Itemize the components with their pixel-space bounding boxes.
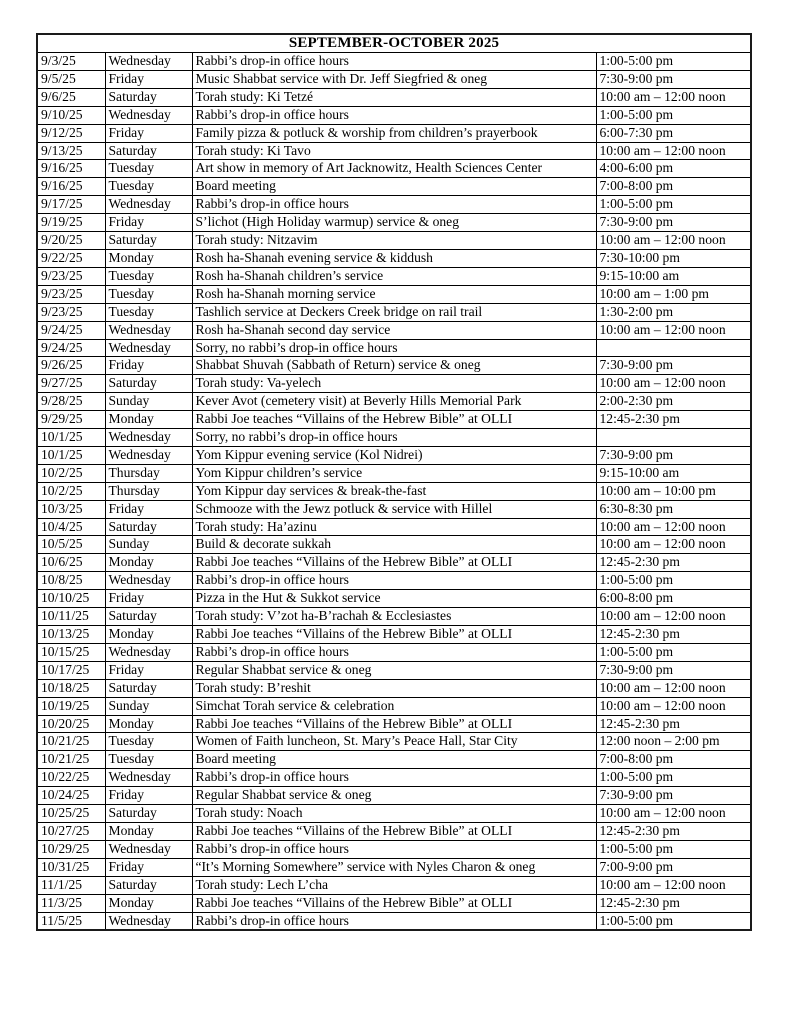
- day-cell: Wednesday: [105, 339, 192, 357]
- day-cell: Monday: [105, 249, 192, 267]
- date-cell: 9/29/25: [37, 411, 105, 429]
- table-row: [37, 805, 751, 823]
- date-cell: 9/22/25: [37, 249, 105, 267]
- table-row: [37, 70, 751, 88]
- event-cell: Yom Kippur children’s service: [192, 464, 596, 482]
- table-row: [37, 214, 751, 232]
- day-cell: Wednesday: [105, 572, 192, 590]
- date-cell: 11/5/25: [37, 912, 105, 930]
- day-cell: Saturday: [105, 679, 192, 697]
- time-cell: 12:45-2:30 pm: [596, 626, 751, 644]
- table-row: [37, 912, 751, 930]
- date-cell: 10/2/25: [37, 464, 105, 482]
- time-cell: [596, 429, 751, 447]
- event-cell: Torah study: Lech L’cha: [192, 876, 596, 894]
- day-cell: Monday: [105, 715, 192, 733]
- time-cell: 10:00 am – 10:00 pm: [596, 482, 751, 500]
- time-cell: 1:00-5:00 pm: [596, 912, 751, 930]
- time-cell: 10:00 am – 12:00 noon: [596, 536, 751, 554]
- event-cell: Rabbi’s drop-in office hours: [192, 769, 596, 787]
- day-cell: Saturday: [105, 375, 192, 393]
- day-cell: Tuesday: [105, 178, 192, 196]
- time-cell: 1:00-5:00 pm: [596, 53, 751, 71]
- date-cell: 9/23/25: [37, 303, 105, 321]
- time-cell: 1:30-2:00 pm: [596, 303, 751, 321]
- time-cell: 12:00 noon – 2:00 pm: [596, 733, 751, 751]
- date-cell: 9/24/25: [37, 321, 105, 339]
- time-cell: 10:00 am – 12:00 noon: [596, 679, 751, 697]
- time-cell: 7:30-10:00 pm: [596, 249, 751, 267]
- day-cell: Tuesday: [105, 733, 192, 751]
- date-cell: 10/29/25: [37, 840, 105, 858]
- date-cell: 10/8/25: [37, 572, 105, 590]
- table-row: [37, 393, 751, 411]
- day-cell: Tuesday: [105, 303, 192, 321]
- table-row: [37, 339, 751, 357]
- table-row: [37, 375, 751, 393]
- day-cell: Wednesday: [105, 321, 192, 339]
- time-cell: 10:00 am – 12:00 noon: [596, 232, 751, 250]
- time-cell: 1:00-5:00 pm: [596, 643, 751, 661]
- day-cell: Thursday: [105, 482, 192, 500]
- event-cell: Rabbi’s drop-in office hours: [192, 196, 596, 214]
- date-cell: 10/15/25: [37, 643, 105, 661]
- time-cell: 7:30-9:00 pm: [596, 787, 751, 805]
- time-cell: 7:00-8:00 pm: [596, 751, 751, 769]
- table-row: [37, 482, 751, 500]
- table-row: [37, 715, 751, 733]
- event-cell: Rabbi’s drop-in office hours: [192, 106, 596, 124]
- date-cell: 9/13/25: [37, 142, 105, 160]
- day-cell: Friday: [105, 787, 192, 805]
- day-cell: Monday: [105, 411, 192, 429]
- table-row: [37, 858, 751, 876]
- event-cell: Rosh ha-Shanah evening service & kiddush: [192, 249, 596, 267]
- table-row: [37, 554, 751, 572]
- day-cell: Wednesday: [105, 196, 192, 214]
- table-row: [37, 697, 751, 715]
- time-cell: [596, 339, 751, 357]
- event-cell: Simchat Torah service & celebration: [192, 697, 596, 715]
- event-cell: Rabbi’s drop-in office hours: [192, 572, 596, 590]
- table-row: [37, 787, 751, 805]
- event-cell: Torah study: Nitzavim: [192, 232, 596, 250]
- day-cell: Monday: [105, 822, 192, 840]
- day-cell: Friday: [105, 124, 192, 142]
- date-cell: 10/5/25: [37, 536, 105, 554]
- table-row: [37, 840, 751, 858]
- time-cell: 10:00 am – 1:00 pm: [596, 285, 751, 303]
- event-cell: Torah study: Ki Tavo: [192, 142, 596, 160]
- event-cell: Regular Shabbat service & oneg: [192, 661, 596, 679]
- date-cell: 9/16/25: [37, 178, 105, 196]
- table-row: [37, 769, 751, 787]
- date-cell: 9/5/25: [37, 70, 105, 88]
- day-cell: Friday: [105, 357, 192, 375]
- day-cell: Sunday: [105, 393, 192, 411]
- day-cell: Monday: [105, 554, 192, 572]
- event-cell: Tashlich service at Deckers Creek bridge on rail trail: [192, 303, 596, 321]
- table-row: [37, 285, 751, 303]
- time-cell: 6:00-7:30 pm: [596, 124, 751, 142]
- table-row: [37, 321, 751, 339]
- event-cell: Rosh ha-Shanah children’s service: [192, 267, 596, 285]
- event-cell: Torah study: Va-yelech: [192, 375, 596, 393]
- date-cell: 9/12/25: [37, 124, 105, 142]
- date-cell: 9/24/25: [37, 339, 105, 357]
- event-cell: Board meeting: [192, 751, 596, 769]
- event-cell: Rabbi Joe teaches “Villains of the Hebrew Bible” at OLLI: [192, 411, 596, 429]
- event-cell: Rabbi’s drop-in office hours: [192, 840, 596, 858]
- day-cell: Friday: [105, 590, 192, 608]
- date-cell: 10/10/25: [37, 590, 105, 608]
- schedule-table: [36, 33, 752, 931]
- date-cell: 9/10/25: [37, 106, 105, 124]
- table-row: [37, 751, 751, 769]
- time-cell: 7:30-9:00 pm: [596, 70, 751, 88]
- day-cell: Sunday: [105, 536, 192, 554]
- event-cell: Rabbi Joe teaches “Villains of the Hebrew Bible” at OLLI: [192, 894, 596, 912]
- day-cell: Wednesday: [105, 106, 192, 124]
- table-row: [37, 536, 751, 554]
- time-cell: 1:00-5:00 pm: [596, 840, 751, 858]
- table-row: [37, 267, 751, 285]
- event-cell: Rabbi Joe teaches “Villains of the Hebrew Bible” at OLLI: [192, 626, 596, 644]
- time-cell: 12:45-2:30 pm: [596, 411, 751, 429]
- event-cell: Art show in memory of Art Jacknowitz, Health Sciences Center: [192, 160, 596, 178]
- day-cell: Wednesday: [105, 912, 192, 930]
- date-cell: 10/1/25: [37, 446, 105, 464]
- event-cell: Rabbi Joe teaches “Villains of the Hebrew Bible” at OLLI: [192, 554, 596, 572]
- date-cell: 10/24/25: [37, 787, 105, 805]
- event-cell: Regular Shabbat service & oneg: [192, 787, 596, 805]
- table-row: [37, 160, 751, 178]
- event-cell: Torah study: Ha’azinu: [192, 518, 596, 536]
- day-cell: Saturday: [105, 518, 192, 536]
- day-cell: Friday: [105, 500, 192, 518]
- day-cell: Wednesday: [105, 769, 192, 787]
- day-cell: Wednesday: [105, 446, 192, 464]
- day-cell: Thursday: [105, 464, 192, 482]
- day-cell: Friday: [105, 858, 192, 876]
- table-row: [37, 590, 751, 608]
- day-cell: Tuesday: [105, 751, 192, 769]
- day-cell: Tuesday: [105, 267, 192, 285]
- event-cell: Music Shabbat service with Dr. Jeff Siegfried & oneg: [192, 70, 596, 88]
- table-row: [37, 643, 751, 661]
- time-cell: 7:30-9:00 pm: [596, 357, 751, 375]
- time-cell: 10:00 am – 12:00 noon: [596, 518, 751, 536]
- table-row: [37, 106, 751, 124]
- date-cell: 10/17/25: [37, 661, 105, 679]
- day-cell: Wednesday: [105, 840, 192, 858]
- event-cell: Family pizza & potluck & worship from children’s prayerbook: [192, 124, 596, 142]
- day-cell: Saturday: [105, 876, 192, 894]
- day-cell: Wednesday: [105, 429, 192, 447]
- table-row: [37, 142, 751, 160]
- table-row: [37, 572, 751, 590]
- table-row: [37, 303, 751, 321]
- table-row: [37, 196, 751, 214]
- time-cell: 10:00 am – 12:00 noon: [596, 375, 751, 393]
- time-cell: 7:30-9:00 pm: [596, 446, 751, 464]
- event-cell: Yom Kippur evening service (Kol Nidrei): [192, 446, 596, 464]
- event-cell: Kever Avot (cemetery visit) at Beverly Hills Memorial Park: [192, 393, 596, 411]
- table-row: [37, 518, 751, 536]
- table-row: [37, 661, 751, 679]
- table-row: [37, 88, 751, 106]
- date-cell: 10/6/25: [37, 554, 105, 572]
- title-row: [37, 34, 751, 53]
- time-cell: 10:00 am – 12:00 noon: [596, 88, 751, 106]
- date-cell: 10/19/25: [37, 697, 105, 715]
- time-cell: 10:00 am – 12:00 noon: [596, 697, 751, 715]
- date-cell: 10/3/25: [37, 500, 105, 518]
- table-row: [37, 626, 751, 644]
- time-cell: 1:00-5:00 pm: [596, 106, 751, 124]
- table-row: [37, 429, 751, 447]
- date-cell: 9/20/25: [37, 232, 105, 250]
- event-cell: Pizza in the Hut & Sukkot service: [192, 590, 596, 608]
- table-title: SEPTEMBER-OCTOBER 2025: [37, 34, 751, 53]
- date-cell: 10/31/25: [37, 858, 105, 876]
- event-cell: Sorry, no rabbi’s drop-in office hours: [192, 429, 596, 447]
- event-cell: Shabbat Shuvah (Sabbath of Return) service & oneg: [192, 357, 596, 375]
- table-row: [37, 411, 751, 429]
- day-cell: Friday: [105, 70, 192, 88]
- day-cell: Friday: [105, 661, 192, 679]
- table-row: [37, 357, 751, 375]
- time-cell: 7:00-9:00 pm: [596, 858, 751, 876]
- table-row: [37, 894, 751, 912]
- table-row: [37, 500, 751, 518]
- event-cell: Board meeting: [192, 178, 596, 196]
- event-cell: Rabbi Joe teaches “Villains of the Hebrew Bible” at OLLI: [192, 822, 596, 840]
- table-row: [37, 53, 751, 71]
- date-cell: 11/3/25: [37, 894, 105, 912]
- event-cell: Torah study: B’reshit: [192, 679, 596, 697]
- event-cell: Rosh ha-Shanah second day service: [192, 321, 596, 339]
- table-row: [37, 608, 751, 626]
- event-cell: Build & decorate sukkah: [192, 536, 596, 554]
- date-cell: 10/25/25: [37, 805, 105, 823]
- date-cell: 9/23/25: [37, 285, 105, 303]
- day-cell: Saturday: [105, 608, 192, 626]
- table-row: [37, 249, 751, 267]
- date-cell: 10/2/25: [37, 482, 105, 500]
- date-cell: 9/27/25: [37, 375, 105, 393]
- day-cell: Wednesday: [105, 643, 192, 661]
- date-cell: 10/21/25: [37, 733, 105, 751]
- day-cell: Tuesday: [105, 285, 192, 303]
- date-cell: 10/21/25: [37, 751, 105, 769]
- date-cell: 9/19/25: [37, 214, 105, 232]
- time-cell: 7:00-8:00 pm: [596, 178, 751, 196]
- time-cell: 7:30-9:00 pm: [596, 214, 751, 232]
- date-cell: 9/16/25: [37, 160, 105, 178]
- table-row: [37, 733, 751, 751]
- time-cell: 1:00-5:00 pm: [596, 769, 751, 787]
- table-row: [37, 232, 751, 250]
- date-cell: 10/1/25: [37, 429, 105, 447]
- time-cell: 1:00-5:00 pm: [596, 572, 751, 590]
- date-cell: 10/18/25: [37, 679, 105, 697]
- table-row: [37, 446, 751, 464]
- day-cell: Saturday: [105, 232, 192, 250]
- event-cell: Rabbi’s drop-in office hours: [192, 53, 596, 71]
- date-cell: 10/22/25: [37, 769, 105, 787]
- day-cell: Wednesday: [105, 53, 192, 71]
- time-cell: 1:00-5:00 pm: [596, 196, 751, 214]
- date-cell: 11/1/25: [37, 876, 105, 894]
- schedule-body: [37, 53, 751, 931]
- time-cell: 6:30-8:30 pm: [596, 500, 751, 518]
- time-cell: 12:45-2:30 pm: [596, 822, 751, 840]
- event-cell: Rabbi’s drop-in office hours: [192, 912, 596, 930]
- time-cell: 9:15-10:00 am: [596, 267, 751, 285]
- time-cell: 6:00-8:00 pm: [596, 590, 751, 608]
- time-cell: 10:00 am – 12:00 noon: [596, 321, 751, 339]
- time-cell: 10:00 am – 12:00 noon: [596, 805, 751, 823]
- day-cell: Sunday: [105, 697, 192, 715]
- day-cell: Monday: [105, 626, 192, 644]
- time-cell: 12:45-2:30 pm: [596, 894, 751, 912]
- date-cell: 9/26/25: [37, 357, 105, 375]
- day-cell: Saturday: [105, 88, 192, 106]
- event-cell: Schmooze with the Jewz potluck & service with Hillel: [192, 500, 596, 518]
- event-cell: S’lichot (High Holiday warmup) service & oneg: [192, 214, 596, 232]
- event-cell: Yom Kippur day services & break-the-fast: [192, 482, 596, 500]
- day-cell: Friday: [105, 214, 192, 232]
- time-cell: 10:00 am – 12:00 noon: [596, 608, 751, 626]
- date-cell: 10/13/25: [37, 626, 105, 644]
- table-row: [37, 679, 751, 697]
- time-cell: 7:30-9:00 pm: [596, 661, 751, 679]
- date-cell: 9/3/25: [37, 53, 105, 71]
- day-cell: Monday: [105, 894, 192, 912]
- date-cell: 10/11/25: [37, 608, 105, 626]
- date-cell: 9/23/25: [37, 267, 105, 285]
- day-cell: Saturday: [105, 805, 192, 823]
- date-cell: 9/28/25: [37, 393, 105, 411]
- event-cell: Torah study: Ki Tetzé: [192, 88, 596, 106]
- event-cell: Women of Faith luncheon, St. Mary’s Peace Hall, Star City: [192, 733, 596, 751]
- date-cell: 10/27/25: [37, 822, 105, 840]
- table-row: [37, 464, 751, 482]
- time-cell: 4:00-6:00 pm: [596, 160, 751, 178]
- event-cell: Torah study: Noach: [192, 805, 596, 823]
- date-cell: 10/4/25: [37, 518, 105, 536]
- table-row: [37, 876, 751, 894]
- day-cell: Tuesday: [105, 160, 192, 178]
- date-cell: 10/20/25: [37, 715, 105, 733]
- day-cell: Saturday: [105, 142, 192, 160]
- time-cell: 2:00-2:30 pm: [596, 393, 751, 411]
- time-cell: 10:00 am – 12:00 noon: [596, 876, 751, 894]
- table-row: [37, 178, 751, 196]
- table-row: [37, 822, 751, 840]
- time-cell: 12:45-2:30 pm: [596, 715, 751, 733]
- event-cell: Rosh ha-Shanah morning service: [192, 285, 596, 303]
- event-cell: “It’s Morning Somewhere” service with Nyles Charon & oneg: [192, 858, 596, 876]
- time-cell: 12:45-2:30 pm: [596, 554, 751, 572]
- event-cell: Torah study: V’zot ha-B’rachah & Ecclesiastes: [192, 608, 596, 626]
- event-cell: Sorry, no rabbi’s drop-in office hours: [192, 339, 596, 357]
- time-cell: 9:15-10:00 am: [596, 464, 751, 482]
- table-row: [37, 124, 751, 142]
- date-cell: 9/17/25: [37, 196, 105, 214]
- date-cell: 9/6/25: [37, 88, 105, 106]
- event-cell: Rabbi Joe teaches “Villains of the Hebrew Bible” at OLLI: [192, 715, 596, 733]
- time-cell: 10:00 am – 12:00 noon: [596, 142, 751, 160]
- event-cell: Rabbi’s drop-in office hours: [192, 643, 596, 661]
